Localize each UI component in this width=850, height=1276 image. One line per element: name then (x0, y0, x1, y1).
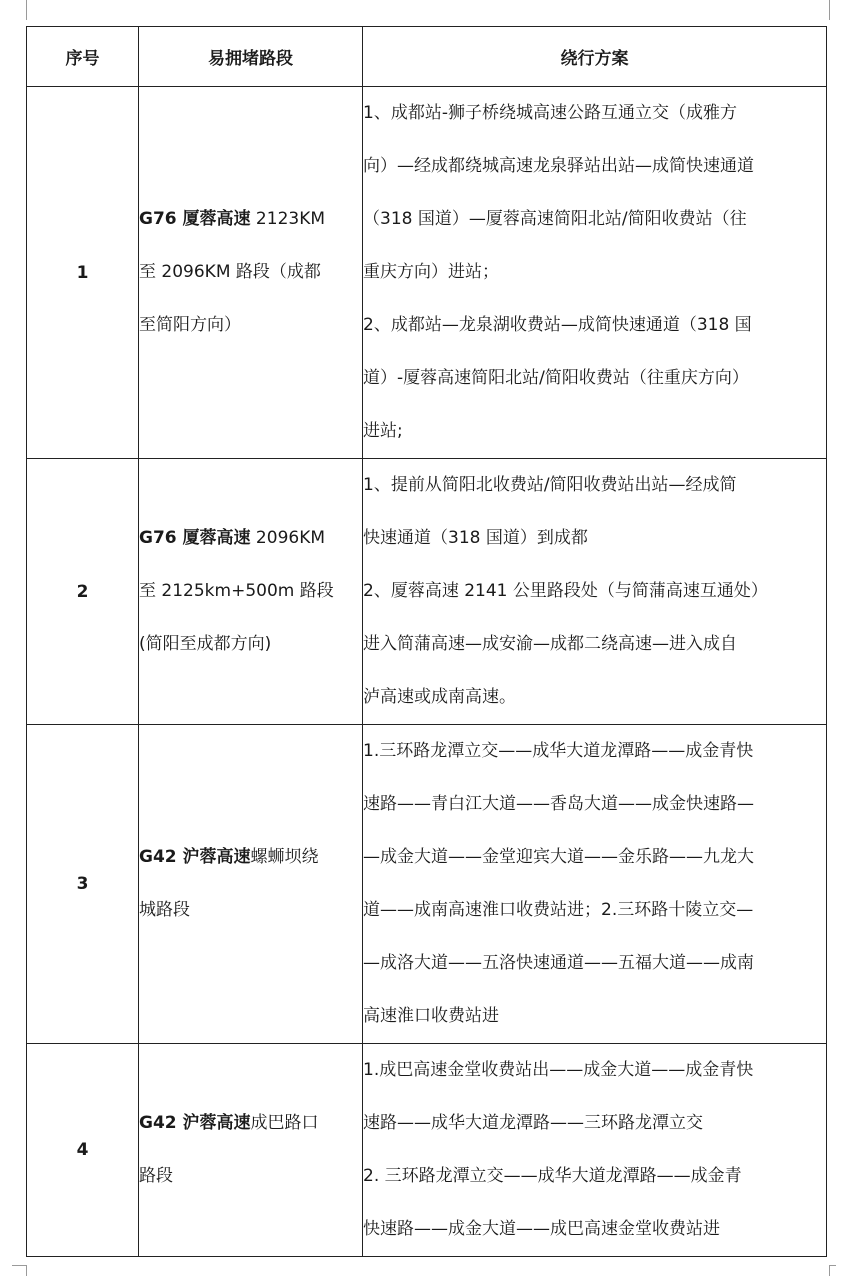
section-text: 成巴路口 (250, 1113, 319, 1133)
plan-line: 道——成南高速淮口收费站进；2.三环路十陵立交— (363, 900, 754, 920)
plan-line: 1.成巴高速金堂收费站出——成金大道——成金青快 (363, 1060, 754, 1080)
header-congested-section: 易拥堵路段 (139, 27, 363, 87)
highway-name: G76 厦蓉高速 (139, 528, 251, 548)
detour-plan (363, 87, 827, 459)
section-text: 至 2096KM 路段（成都 (139, 262, 321, 282)
page-corner-mark (829, 0, 836, 20)
plan-line: 进站; (363, 421, 403, 441)
section-text: 路段 (139, 1166, 173, 1186)
detour-plan (363, 459, 827, 725)
section-text: 城路段 (139, 900, 190, 920)
table-row (27, 1044, 827, 1257)
detour-plan (363, 725, 827, 1044)
plan-line: （318 国道）—厦蓉高速简阳北站/简阳收费站（往 (363, 209, 747, 229)
highway-name: G42 沪蓉高速 (139, 1113, 251, 1133)
row-number: 3 (27, 725, 139, 1044)
page-corner-mark (829, 1265, 836, 1276)
plan-line: 速路——成华大道龙潭路——三环路龙潭立交 (363, 1113, 703, 1133)
plan-line: 向）—经成都绕城高速龙泉驿站出站—成简快速通道 (363, 156, 754, 176)
section-text: 2123KM (250, 209, 326, 229)
plan-line: 1、提前从简阳北收费站/简阳收费站出站—经成简 (363, 475, 737, 495)
row-number: 4 (27, 1044, 139, 1257)
section-text: 螺蛳坝绕 (250, 847, 319, 867)
table-row (27, 459, 827, 725)
plan-line: —成金大道——金堂迎宾大道——金乐路——九龙大 (363, 847, 754, 867)
section-text: (简阳至成都方向) (139, 634, 272, 654)
plan-line: 泸高速或成南高速。 (363, 687, 516, 707)
header-detour-plan: 绕行方案 (363, 27, 827, 87)
plan-line: 进入简蒲高速—成安渝—成都二绕高速—进入成自 (363, 634, 737, 654)
detour-plan (363, 1044, 827, 1257)
page-corner-mark (12, 0, 27, 20)
plan-line: 道）-厦蓉高速简阳北站/简阳收费站（往重庆方向） (363, 368, 749, 388)
table-row (27, 87, 827, 459)
plan-line: —成洛大道——五洛快速通道——五福大道——成南 (363, 953, 754, 973)
section-text: 2096KM (250, 528, 326, 548)
plan-line: 速路——青白江大道——香岛大道——成金快速路— (363, 794, 754, 814)
plan-line: 重庆方向）进站； (363, 262, 499, 282)
congested-section (139, 1044, 363, 1257)
header-number: 序号 (27, 27, 139, 87)
table-row (27, 725, 827, 1044)
congested-section (139, 87, 363, 459)
page-corner-mark (12, 1265, 27, 1276)
table-header-row (27, 27, 827, 87)
plan-line: 1.三环路龙潭立交——成华大道龙潭路——成金青快 (363, 741, 754, 761)
section-text: 至 2125km+500m 路段 (139, 581, 334, 601)
plan-line: 高速淮口收费站进 (363, 1006, 499, 1026)
plan-line: 2. 三环路龙潭立交——成华大道龙潭路——成金青 (363, 1166, 742, 1186)
congested-section (139, 725, 363, 1044)
plan-line: 快速路——成金大道——成巴高速金堂收费站进 (363, 1219, 720, 1239)
detour-table (26, 26, 827, 1257)
section-text: 至简阳方向） (139, 315, 241, 335)
highway-name: G42 沪蓉高速 (139, 847, 251, 867)
plan-line: 2、厦蓉高速 2141 公里路段处（与简蒲高速互通处） (363, 581, 768, 601)
row-number: 2 (27, 459, 139, 725)
row-number: 1 (27, 87, 139, 459)
highway-name: G76 厦蓉高速 (139, 209, 251, 229)
plan-line: 2、成都站—龙泉湖收费站—成简快速通道（318 国 (363, 315, 752, 335)
plan-line: 1、成都站-狮子桥绕城高速公路互通立交（成雅方 (363, 103, 737, 123)
plan-line: 快速通道（318 国道）到成都 (363, 528, 588, 548)
congested-section (139, 459, 363, 725)
